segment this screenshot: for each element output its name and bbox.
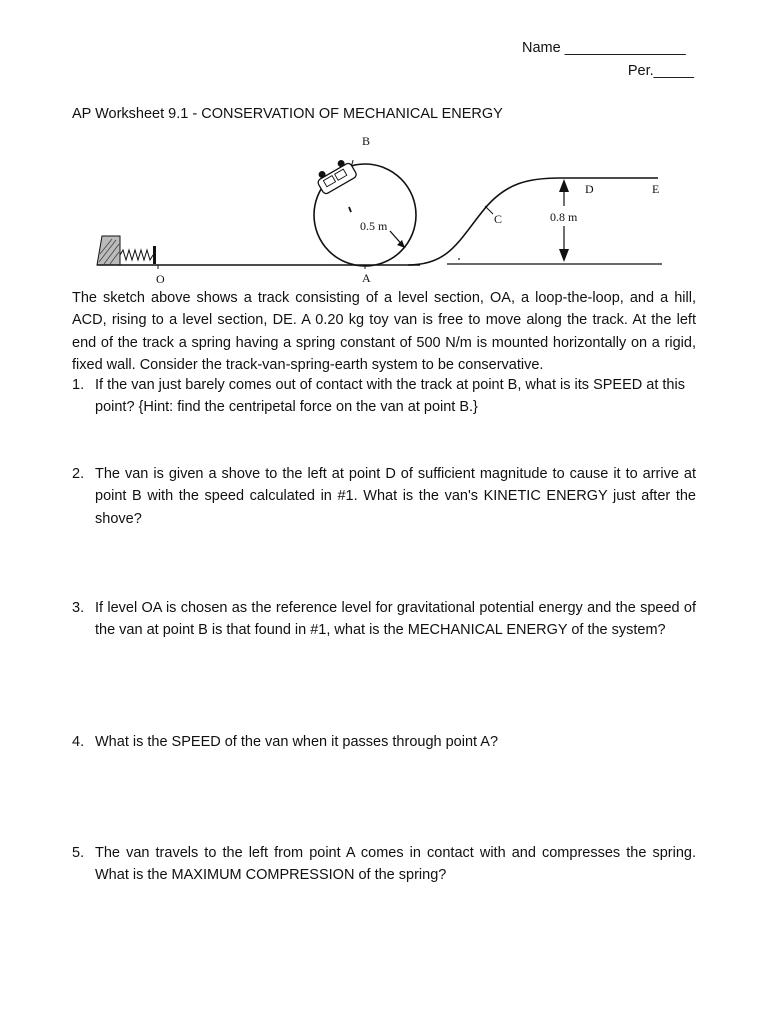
tick-c <box>485 206 493 214</box>
question-text: If level OA is chosen as the reference level for gravitational potential energy and the speed of the van at point B is that found in #1, what is the MECHANICAL ENERGY of the system? <box>95 600 696 639</box>
height-arrowhead-top <box>559 179 569 192</box>
question-number: 3. <box>72 600 85 616</box>
question-number: 5. <box>72 845 85 861</box>
spring <box>120 250 153 260</box>
question-number: 2. <box>72 466 85 482</box>
spring-plate <box>153 246 156 264</box>
label-o: O <box>156 272 165 286</box>
label-e: E <box>652 182 660 196</box>
question-text: What is the SPEED of the van when it passes through point A? <box>95 734 499 750</box>
question-5 <box>72 842 696 887</box>
label-b: B <box>362 134 371 148</box>
toy-van <box>313 154 361 194</box>
question-text: The van is given a shove to the left at point D of sufficient magnitude to cause it to arrive at point B with the speed calculated in #1. What is the van's KINETIC ENERGY just after the shove? <box>95 466 696 527</box>
label-height: 0.8 m <box>550 210 578 224</box>
height-arrowhead-bottom <box>559 249 569 262</box>
name-field-label: Name _______________ <box>522 40 686 56</box>
label-c: C <box>494 212 503 226</box>
label-a: A <box>362 271 371 285</box>
wall-block <box>97 236 120 265</box>
track-diagram <box>90 130 680 290</box>
question-4 <box>72 731 696 753</box>
question-1 <box>72 374 696 419</box>
question-number: 1. <box>72 377 85 393</box>
period-field-label: Per._____ <box>627 63 694 79</box>
worksheet-title: AP Worksheet 9.1 - CONSERVATION OF MECHANICAL ENERGY <box>72 106 503 122</box>
question-text: The van travels to the left from point A comes in contact with and compresses the spring. What is the MAXIMUM COMPRESSION of the spring? <box>95 845 696 884</box>
problem-description: The sketch above shows a track consisting of a level section, OA, a loop-the-loop, and a hill, ACD, rising to a level section, DE. A 0.20 kg toy van is free to move along the track. At the left end of the track a spring having a spring constant of 500 N/m is mounted horizontally on a rigid, fixed wall. Consider the track-van-spring-earth system to be conservative. <box>72 290 696 373</box>
hill-track <box>408 178 658 265</box>
label-d: D <box>585 182 594 196</box>
radius-tick <box>349 207 351 212</box>
question-text: If the van just barely comes out of contact with the track at point B, what is its SPEED at this point? {Hint: find the centripetal force on the van at point B.} <box>95 377 685 416</box>
question-3 <box>72 597 696 642</box>
label-radius: 0.5 m <box>360 219 388 233</box>
reference-dot <box>458 258 460 260</box>
question-2 <box>72 463 696 530</box>
question-number: 4. <box>72 734 85 750</box>
